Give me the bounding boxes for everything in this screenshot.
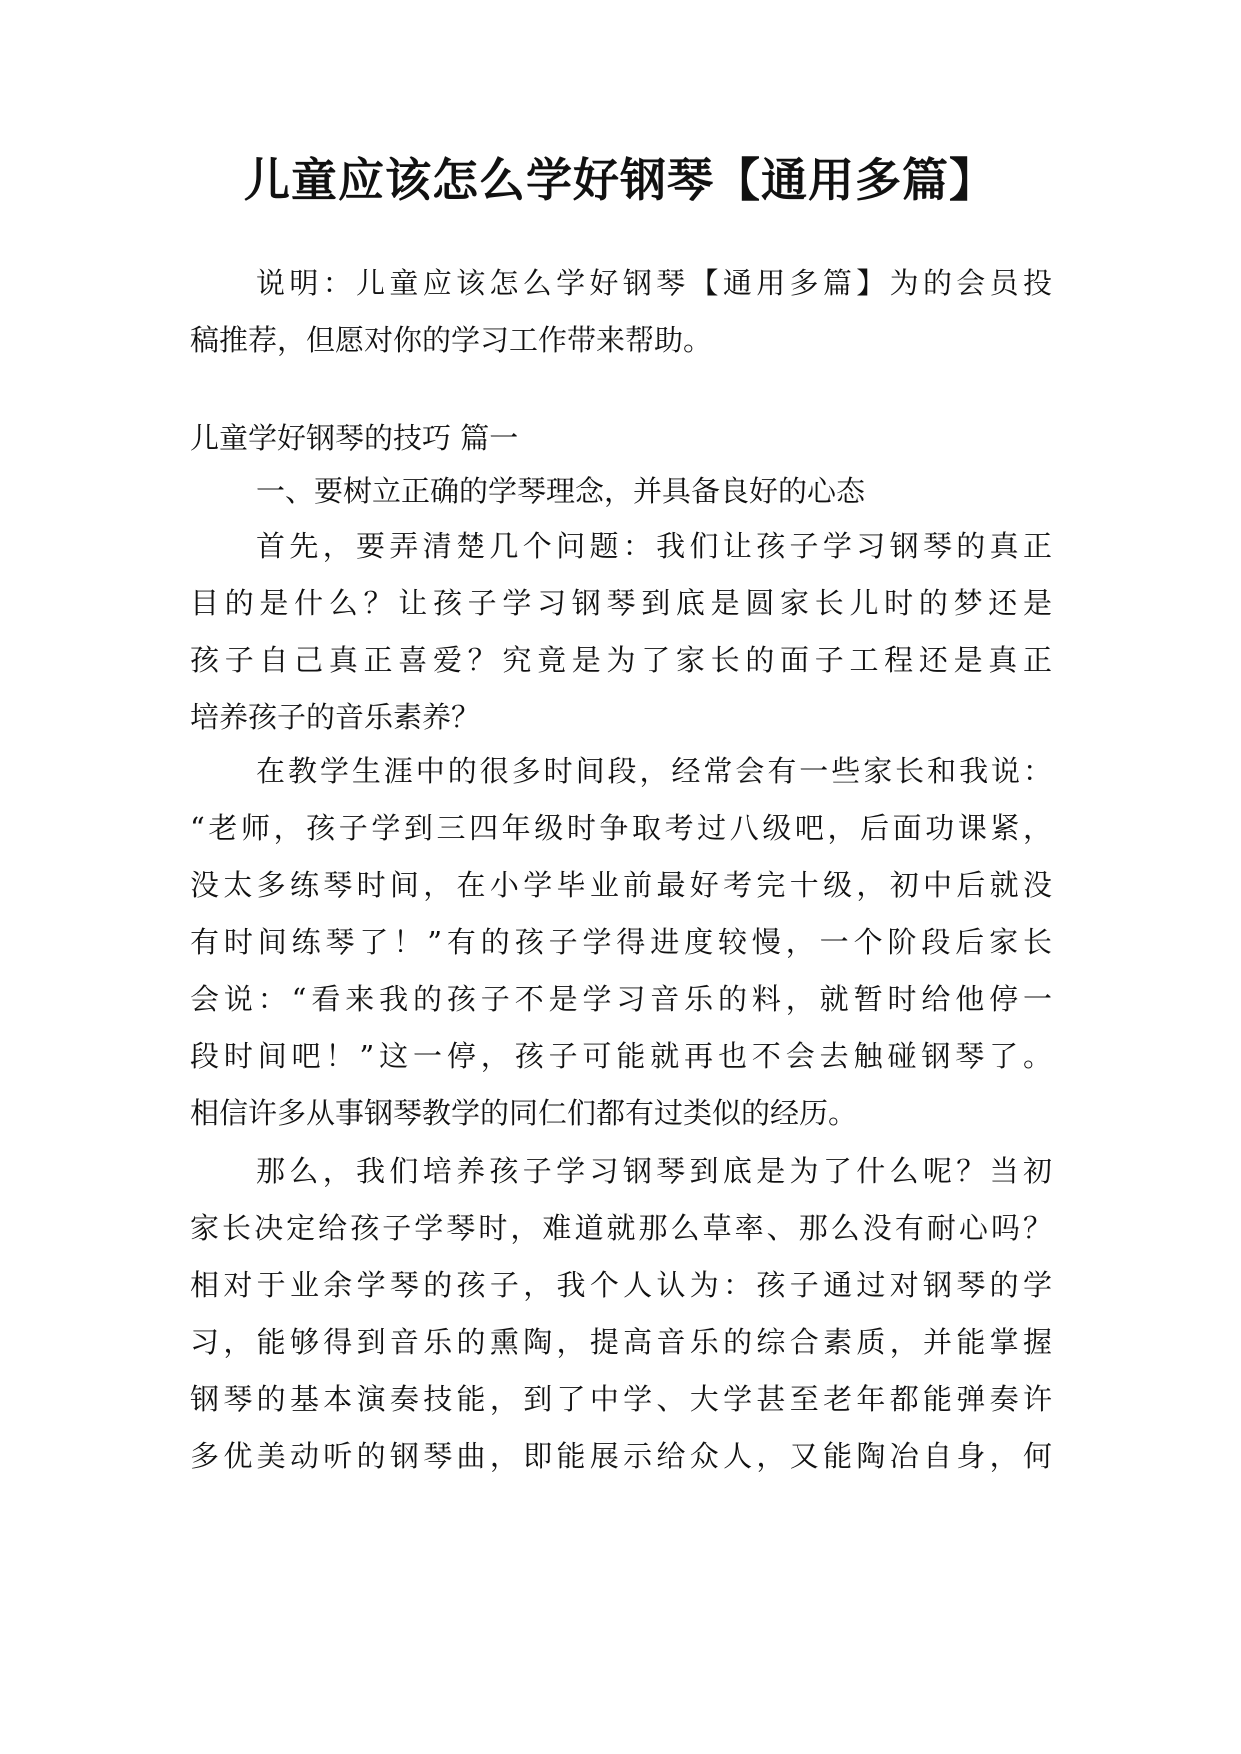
paragraph-line: 相对于业余学琴的孩子，我个人认为：孩子通过对钢琴的学 [190,1268,1052,1302]
intro-paragraph [190,255,1052,369]
intro-line: 说明：儿童应该怎么学好钢琴【通用多篇】为的会员投 [256,266,1052,300]
paragraph-line: 家长决定给孩子学琴时，难道就那么草率、那么没有耐心吗？ [190,1211,1052,1245]
paragraph-line: 没太多练琴时间，在小学毕业前最好考完十级，初中后就没 [190,868,1052,902]
section-heading-text: 儿童学好钢琴的技巧 篇一 [190,421,519,455]
subheading-text: 一、要树立正确的学琴理念，并具备良好的心态 [256,474,866,508]
paragraph-line: 孩子自己真正喜爱？究竟是为了家长的面子工程还是真正 [190,643,1052,677]
paragraph-2 [190,743,1052,1142]
paragraph-line: 钢琴的基本演奏技能，到了中学、大学甚至老年都能弹奏许 [190,1382,1052,1416]
paragraph-3 [190,1143,1052,1485]
paragraph-line: 多优美动听的钢琴曲，即能展示给众人，又能陶冶自身，何 [190,1439,1052,1473]
paragraph-line: “老师，孩子学到三四年级时争取考过八级吧，后面功课紧， [190,811,1052,845]
paragraph-line: 会说：“看来我的孩子不是学习音乐的料，就暂时给他停一 [190,982,1052,1016]
paragraph-line: 培养孩子的音乐素养？ [190,700,481,734]
paragraph-line: 目的是什么？让孩子学习钢琴到底是圆家长儿时的梦还是 [190,586,1052,620]
paragraph-line: 相信许多从事钢琴教学的同仁们都有过类似的经历。 [190,1096,858,1130]
intro-line: 稿推荐，但愿对你的学习工作带来帮助。 [190,323,713,357]
document-title: 儿童应该怎么学好钢琴【通用多篇】 [244,153,996,207]
section-heading [190,410,1052,467]
paragraph-line: 段时间吧！”这一停，孩子可能就再也不会去触碰钢琴了。 [190,1039,1052,1073]
paragraph-line: 习，能够得到音乐的熏陶，提高音乐的综合素质，并能掌握 [190,1325,1052,1359]
paragraph-line: 那么，我们培养孩子学习钢琴到底是为了什么呢？当初 [256,1154,1052,1188]
subheading [190,463,1052,520]
paragraph-line: 有时间练琴了！”有的孩子学得进度较慢，一个阶段后家长 [190,925,1052,959]
paragraph-1 [190,518,1052,746]
paragraph-line: 在教学生涯中的很多时间段，经常会有一些家长和我说： [256,754,1052,788]
paragraph-line: 首先，要弄清楚几个问题：我们让孩子学习钢琴的真正 [256,529,1052,563]
